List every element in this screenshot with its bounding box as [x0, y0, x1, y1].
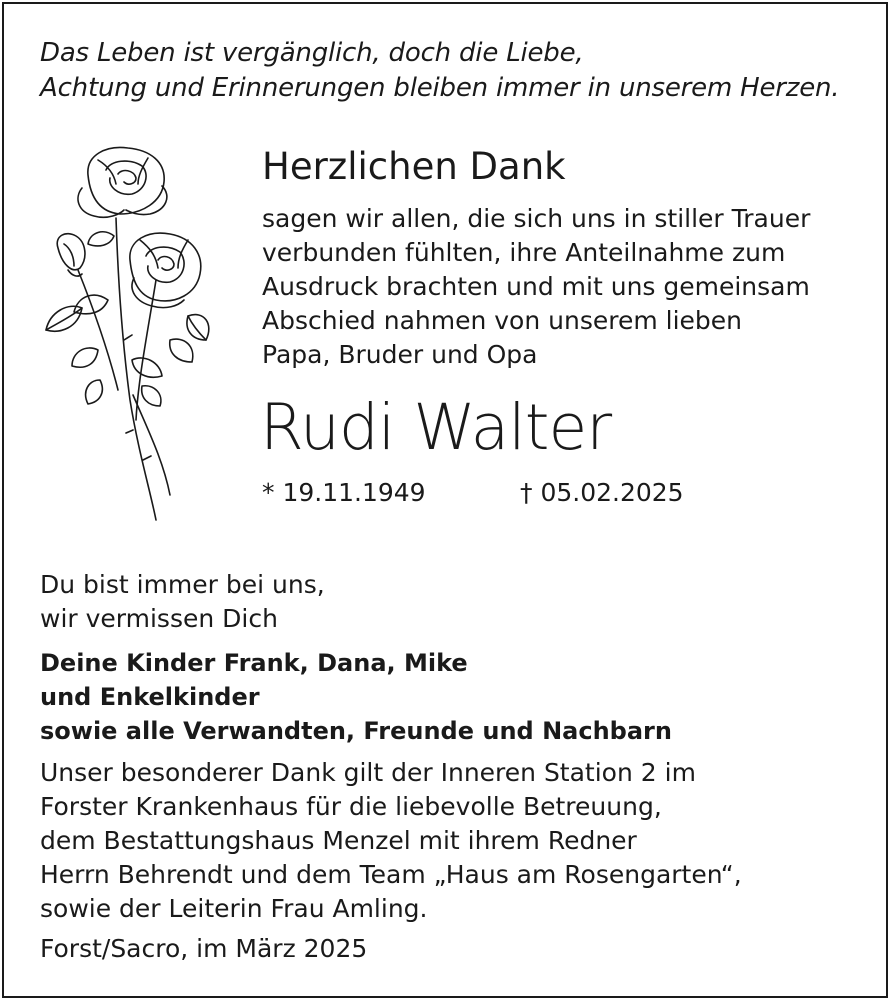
- thanks-line: Abschied nahmen von unserem lieben: [262, 306, 743, 335]
- place-date: Forst/Sacro, im März 2025: [40, 934, 368, 963]
- thanks-line: Ausdruck brachten und mit uns gemeinsam: [262, 272, 810, 301]
- special-thanks-line: dem Bestattungshaus Menzel mit ihrem Redner: [40, 826, 637, 855]
- heading-thanks: Herzlichen Dank: [262, 145, 566, 188]
- special-thanks-line: sowie der Leiterin Frau Amling.: [40, 894, 428, 923]
- family-line: sowie alle Verwandten, Freunde und Nachbarn: [40, 717, 672, 745]
- family-signature: [40, 646, 672, 748]
- special-thanks-line: Forster Krankenhaus für die liebevolle Betreuung,: [40, 792, 662, 821]
- motto-line: Achtung und Erinnerungen bleiben immer in unserem Herzen.: [40, 73, 840, 103]
- rose-icon: [38, 140, 218, 525]
- family-line: und Enkelkinder: [40, 683, 260, 711]
- motto-quote: [40, 36, 839, 106]
- special-thanks-line: Herrn Behrendt und dem Team „Haus am Rosengarten“,: [40, 860, 742, 889]
- special-thanks-line: Unser besonderer Dank gilt der Inneren Station 2 im: [40, 758, 696, 787]
- closing-line: wir vermissen Dich: [40, 604, 278, 633]
- family-line: Deine Kinder Frank, Dana, Mike: [40, 649, 468, 677]
- thanks-line: Papa, Bruder und Opa: [262, 340, 538, 369]
- death-date: † 05.02.2025: [520, 478, 684, 507]
- closing-line: Du bist immer bei uns,: [40, 570, 325, 599]
- closing-verse: [40, 568, 325, 636]
- birth-date: * 19.11.1949: [262, 478, 426, 507]
- thanks-line: verbunden fühlten, ihre Anteilnahme zum: [262, 238, 786, 267]
- thanks-text: [262, 202, 810, 372]
- deceased-name: Rudi Walter: [260, 391, 612, 464]
- thanks-line: sagen wir allen, die sich uns in stiller Trauer: [262, 204, 811, 233]
- special-thanks: [40, 756, 742, 926]
- motto-line: Das Leben ist vergänglich, doch die Liebe,: [40, 38, 584, 68]
